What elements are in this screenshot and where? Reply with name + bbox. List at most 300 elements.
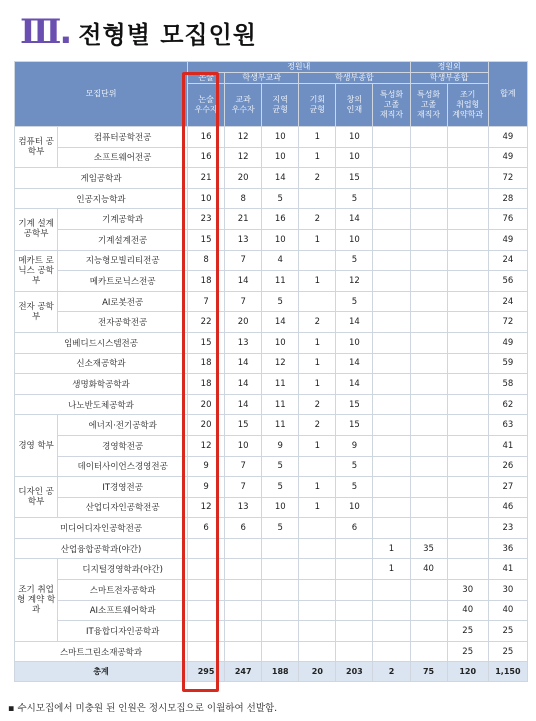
cell-value (373, 250, 410, 271)
section-dot: . (59, 12, 73, 52)
cell-value (447, 559, 488, 580)
table-row (15, 374, 528, 395)
cell-value (188, 621, 225, 642)
cell-value: 20 (225, 312, 262, 333)
cell-value: 2 (299, 415, 336, 436)
group-name: 컴퓨터 공학부 (15, 127, 58, 168)
cell-value (262, 580, 299, 601)
cell-value: 14 (225, 374, 262, 395)
cell-value: 14 (262, 312, 299, 333)
unit-name: 기계공학과 (58, 209, 188, 230)
cell-value: 10 (336, 229, 373, 250)
cell-value: 9 (188, 456, 225, 477)
row-sum: 36 (488, 538, 527, 559)
cell-value (447, 374, 488, 395)
header-student-comp-extra: 학생부종합 (410, 73, 488, 84)
cell-value: 16 (188, 147, 225, 168)
header-col: 논술 우수자 (188, 84, 225, 127)
cell-value (410, 127, 447, 148)
unit-name: 기계설계전공 (58, 229, 188, 250)
cell-value (373, 332, 410, 353)
cell-value (225, 621, 262, 642)
unit-name: 지능형모빌리티전공 (58, 250, 188, 271)
cell-value: 8 (188, 250, 225, 271)
cell-value: 5 (262, 456, 299, 477)
table-row (15, 580, 528, 601)
cell-value: 13 (225, 332, 262, 353)
cell-value: 5 (336, 291, 373, 312)
unit-name: 산업융합공학과(야간) (15, 538, 188, 559)
header-total: 합계 (488, 62, 527, 127)
cell-value: 14 (225, 353, 262, 374)
row-sum: 58 (488, 374, 527, 395)
page-title (20, 14, 257, 50)
unit-name: 나노반도체공학과 (15, 394, 188, 415)
cell-value (410, 209, 447, 230)
row-sum: 24 (488, 250, 527, 271)
cell-value (410, 497, 447, 518)
cell-value (336, 641, 373, 662)
table-row (15, 456, 528, 477)
cell-value (447, 477, 488, 498)
table-row (15, 538, 528, 559)
cell-value (188, 538, 225, 559)
table-row (15, 312, 528, 333)
cell-value (188, 559, 225, 580)
cell-value (299, 641, 336, 662)
cell-value: 23 (188, 209, 225, 230)
table-row (15, 291, 528, 312)
group-name: 기계 설계 공학부 (15, 209, 58, 250)
cell-value: 7 (225, 456, 262, 477)
cell-value: 18 (188, 271, 225, 292)
table-row (15, 394, 528, 415)
cell-value (262, 538, 299, 559)
total-value: 75 (410, 662, 447, 682)
cell-value (262, 559, 299, 580)
cell-value (447, 332, 488, 353)
table-row (15, 559, 528, 580)
cell-value: 6 (188, 518, 225, 539)
cell-value: 16 (262, 209, 299, 230)
row-sum: 49 (488, 147, 527, 168)
cell-value: 15 (188, 332, 225, 353)
header-student-comp: 학생부종합 (299, 73, 410, 84)
unit-name: 게임공학과 (15, 168, 188, 189)
cell-value (410, 600, 447, 621)
cell-value (336, 580, 373, 601)
cell-value: 1 (299, 271, 336, 292)
cell-value (410, 456, 447, 477)
cell-value (225, 600, 262, 621)
cell-value: 20 (225, 168, 262, 189)
cell-value (336, 600, 373, 621)
table-row (15, 332, 528, 353)
table-row (15, 271, 528, 292)
cell-value: 7 (188, 291, 225, 312)
cell-value (225, 538, 262, 559)
cell-value: 1 (299, 229, 336, 250)
cell-value: 14 (336, 209, 373, 230)
cell-value: 2 (299, 394, 336, 415)
cell-value (373, 394, 410, 415)
cell-value (373, 477, 410, 498)
unit-name: 임베디드시스템전공 (15, 332, 188, 353)
row-sum: 49 (488, 332, 527, 353)
cell-value (447, 518, 488, 539)
cell-value (410, 435, 447, 456)
row-sum: 40 (488, 600, 527, 621)
cell-value (373, 291, 410, 312)
cell-value: 18 (188, 374, 225, 395)
cell-value (299, 456, 336, 477)
cell-value: 14 (225, 394, 262, 415)
table-row (15, 229, 528, 250)
total-value: 295 (188, 662, 225, 682)
cell-value (410, 291, 447, 312)
header-col: 조기 취업형 계약학과 (447, 84, 488, 127)
unit-name: IT융합디자인공학과 (58, 621, 188, 642)
cell-value: 1 (299, 147, 336, 168)
cell-value (299, 250, 336, 271)
cell-value (447, 127, 488, 148)
cell-value (373, 621, 410, 642)
table-row (15, 518, 528, 539)
row-sum: 24 (488, 291, 527, 312)
header-col: 창의 인재 (336, 84, 373, 127)
total-value: 247 (225, 662, 262, 682)
cell-value: 5 (262, 188, 299, 209)
table-row (15, 641, 528, 662)
table-row (15, 600, 528, 621)
cell-value (373, 580, 410, 601)
header-col: 특성화 고졸 재직자 (373, 84, 410, 127)
cell-value: 1 (299, 435, 336, 456)
row-sum: 72 (488, 312, 527, 333)
cell-value: 7 (225, 291, 262, 312)
cell-value: 7 (225, 477, 262, 498)
cell-value: 9 (336, 435, 373, 456)
total-value: 20 (299, 662, 336, 682)
cell-value: 12 (188, 435, 225, 456)
row-sum: 49 (488, 229, 527, 250)
header-col: 지역 균형 (262, 84, 299, 127)
row-sum: 30 (488, 580, 527, 601)
header-regular: 정원내 (188, 62, 410, 73)
cell-value: 30 (447, 580, 488, 601)
cell-value: 1 (299, 332, 336, 353)
cell-value: 12 (336, 271, 373, 292)
cell-value: 22 (188, 312, 225, 333)
cell-value: 5 (336, 188, 373, 209)
cell-value: 10 (262, 127, 299, 148)
cell-value (410, 621, 447, 642)
cell-value: 5 (336, 250, 373, 271)
header-essay: 논술 (188, 73, 225, 84)
row-sum: 26 (488, 456, 527, 477)
cell-value (373, 271, 410, 292)
unit-name: 스마트그린소재공학과 (15, 641, 188, 662)
total-value: 203 (336, 662, 373, 682)
cell-value (410, 188, 447, 209)
cell-value (299, 518, 336, 539)
total-label: 총계 (15, 662, 188, 682)
cell-value: 13 (225, 229, 262, 250)
unit-name: AI로봇전공 (58, 291, 188, 312)
cell-value (373, 415, 410, 436)
cell-value (373, 456, 410, 477)
row-sum: 25 (488, 641, 527, 662)
cell-value: 15 (225, 415, 262, 436)
cell-value: 11 (262, 374, 299, 395)
cell-value (410, 518, 447, 539)
cell-value: 14 (262, 168, 299, 189)
cell-value: 5 (336, 456, 373, 477)
cell-value: 6 (225, 518, 262, 539)
row-sum: 62 (488, 394, 527, 415)
cell-value (299, 538, 336, 559)
cell-value (410, 580, 447, 601)
cell-value (410, 332, 447, 353)
row-sum: 56 (488, 271, 527, 292)
cell-value (225, 580, 262, 601)
cell-value: 11 (262, 271, 299, 292)
cell-value (410, 147, 447, 168)
cell-value (410, 374, 447, 395)
unit-name: 메카트로닉스전공 (58, 271, 188, 292)
cell-value (299, 580, 336, 601)
cell-value: 5 (262, 477, 299, 498)
cell-value (336, 538, 373, 559)
cell-value: 12 (225, 127, 262, 148)
cell-value: 10 (262, 332, 299, 353)
cell-value: 10 (336, 332, 373, 353)
cell-value: 15 (336, 394, 373, 415)
cell-value (299, 188, 336, 209)
table-row (15, 250, 528, 271)
row-sum: 46 (488, 497, 527, 518)
table-row (15, 415, 528, 436)
cell-value: 1 (299, 127, 336, 148)
cell-value (336, 559, 373, 580)
cell-value (188, 580, 225, 601)
cell-value: 16 (188, 127, 225, 148)
cell-value (373, 374, 410, 395)
unit-name: 인공지능학과 (15, 188, 188, 209)
header-col: 특성화 고졸 재직자 (410, 84, 447, 127)
row-sum: 28 (488, 188, 527, 209)
cell-value: 12 (188, 497, 225, 518)
unit-name: 스마트전자공학과 (58, 580, 188, 601)
admission-table (14, 61, 528, 682)
cell-value (299, 291, 336, 312)
cell-value: 2 (299, 168, 336, 189)
cell-value: 10 (188, 188, 225, 209)
unit-name: 산업디자인공학전공 (58, 497, 188, 518)
cell-value (410, 271, 447, 292)
row-sum: 76 (488, 209, 527, 230)
cell-value: 4 (262, 250, 299, 271)
table-row (15, 147, 528, 168)
cell-value (447, 291, 488, 312)
cell-value: 14 (336, 374, 373, 395)
cell-value (373, 435, 410, 456)
cell-value: 12 (262, 353, 299, 374)
cell-value (188, 600, 225, 621)
row-sum: 49 (488, 127, 527, 148)
footnote: ▪ 수시모집에서 미충원 된 인원은 정시모집으로 이월하여 선발함. (8, 703, 278, 714)
header-student-subject: 학생부교과 (225, 73, 299, 84)
cell-value (373, 497, 410, 518)
cell-value (447, 229, 488, 250)
table-row (15, 497, 528, 518)
cell-value: 5 (262, 291, 299, 312)
cell-value (410, 229, 447, 250)
cell-value (373, 600, 410, 621)
cell-value (373, 312, 410, 333)
cell-value (447, 497, 488, 518)
cell-value (225, 559, 262, 580)
row-sum: 23 (488, 518, 527, 539)
cell-value: 25 (447, 621, 488, 642)
cell-value (262, 641, 299, 662)
row-sum: 63 (488, 415, 527, 436)
table-row (15, 353, 528, 374)
cell-value: 10 (336, 497, 373, 518)
cell-value: 15 (188, 229, 225, 250)
header-col: 기회 균형 (299, 84, 336, 127)
table-row (15, 209, 528, 230)
cell-value (373, 353, 410, 374)
cell-value (225, 641, 262, 662)
cell-value: 20 (188, 415, 225, 436)
group-name: 메카트 로닉스 공학부 (15, 250, 58, 291)
unit-name: 경영학전공 (58, 435, 188, 456)
unit-name: 에너지·전기공학과 (58, 415, 188, 436)
total-sum: 1,150 (488, 662, 527, 682)
cell-value (447, 209, 488, 230)
cell-value (299, 559, 336, 580)
row-sum: 41 (488, 559, 527, 580)
cell-value: 1 (373, 538, 410, 559)
cell-value (410, 312, 447, 333)
cell-value: 1 (299, 374, 336, 395)
table-row (15, 168, 528, 189)
cell-value (447, 415, 488, 436)
cell-value: 10 (262, 497, 299, 518)
row-sum: 72 (488, 168, 527, 189)
header-col: 교과 우수자 (225, 84, 262, 127)
total-value: 188 (262, 662, 299, 682)
cell-value (373, 147, 410, 168)
group-name: 디자인 공학부 (15, 477, 58, 518)
cell-value: 9 (262, 435, 299, 456)
cell-value (299, 600, 336, 621)
cell-value (447, 394, 488, 415)
cell-value: 40 (410, 559, 447, 580)
cell-value (373, 518, 410, 539)
cell-value (410, 477, 447, 498)
cell-value (410, 250, 447, 271)
cell-value: 11 (262, 394, 299, 415)
cell-value (447, 312, 488, 333)
unit-name: 생명화학공학과 (15, 374, 188, 395)
cell-value: 6 (336, 518, 373, 539)
cell-value: 5 (336, 477, 373, 498)
section-number: Ⅲ (20, 12, 60, 52)
cell-value: 5 (262, 518, 299, 539)
cell-value (262, 621, 299, 642)
cell-value (373, 127, 410, 148)
cell-value: 10 (262, 147, 299, 168)
cell-value (410, 168, 447, 189)
cell-value (410, 415, 447, 436)
cell-value: 10 (336, 147, 373, 168)
cell-value (188, 641, 225, 662)
header-extra: 정원외 (410, 62, 488, 73)
cell-value: 7 (225, 250, 262, 271)
unit-name: 소프트웨어전공 (58, 147, 188, 168)
row-sum: 27 (488, 477, 527, 498)
cell-value: 14 (336, 312, 373, 333)
table-row (15, 477, 528, 498)
cell-value: 25 (447, 641, 488, 662)
cell-value: 1 (299, 477, 336, 498)
unit-name: 미디어디자인공학전공 (15, 518, 188, 539)
table-row (15, 621, 528, 642)
row-sum: 59 (488, 353, 527, 374)
cell-value (299, 621, 336, 642)
cell-value (336, 621, 373, 642)
cell-value: 21 (188, 168, 225, 189)
cell-value: 12 (225, 147, 262, 168)
section-title: 전형별 모집인원 (78, 20, 257, 49)
cell-value: 20 (188, 394, 225, 415)
cell-value: 11 (262, 415, 299, 436)
cell-value: 14 (225, 271, 262, 292)
cell-value (373, 229, 410, 250)
cell-value (373, 209, 410, 230)
group-name: 전자 공학부 (15, 291, 58, 332)
cell-value (410, 641, 447, 662)
cell-value: 21 (225, 209, 262, 230)
cell-value: 14 (336, 353, 373, 374)
unit-name: 컴퓨터공학전공 (58, 127, 188, 148)
unit-name: 디지털경영학과(야간) (58, 559, 188, 580)
unit-name: 전자공학전공 (58, 312, 188, 333)
cell-value: 2 (299, 312, 336, 333)
cell-value (262, 600, 299, 621)
cell-value: 40 (447, 600, 488, 621)
cell-value (373, 641, 410, 662)
cell-value: 15 (336, 168, 373, 189)
cell-value (410, 353, 447, 374)
cell-value (447, 188, 488, 209)
cell-value: 35 (410, 538, 447, 559)
cell-value: 1 (373, 559, 410, 580)
cell-value (447, 435, 488, 456)
unit-name: AI소프트웨어학과 (58, 600, 188, 621)
cell-value: 9 (188, 477, 225, 498)
cell-value: 1 (299, 353, 336, 374)
table-row (15, 127, 528, 148)
total-value: 2 (373, 662, 410, 682)
cell-value (373, 188, 410, 209)
cell-value: 10 (262, 229, 299, 250)
cell-value: 15 (336, 415, 373, 436)
group-name: 조기 취업형 계약 학과 (15, 559, 58, 641)
cell-value: 10 (225, 435, 262, 456)
